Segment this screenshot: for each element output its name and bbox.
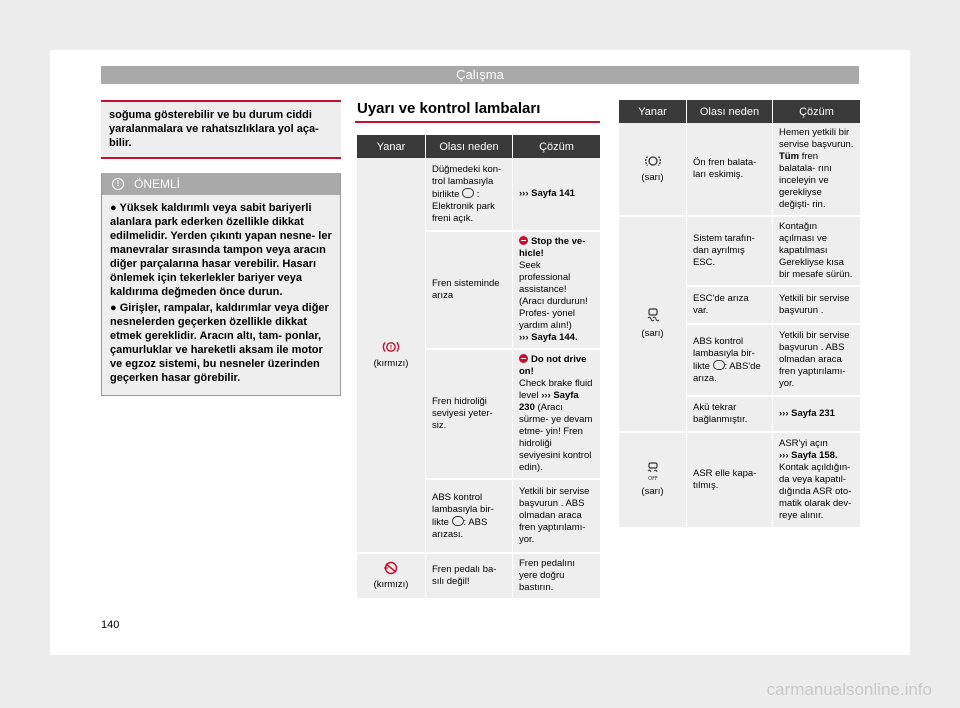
note-header [102, 173, 340, 195]
svg-text:!: ! [389, 344, 393, 352]
brake-pedal-icon [382, 561, 400, 575]
cause-cell: ASR elle kapa- tılmış. [687, 433, 773, 529]
solution-text: Check brake fluid level [519, 378, 593, 401]
middle-column [357, 100, 600, 600]
brake-lamp-cell [357, 158, 426, 554]
cause-cell: Fren sisteminde arıza [426, 232, 513, 350]
page-header: Çalışma [101, 66, 859, 84]
lamp-color-label: (sarı) [641, 486, 664, 497]
lamp-table-2 [619, 100, 860, 529]
alert-text: Do not drive on! [519, 354, 587, 377]
section-rule [355, 121, 600, 123]
lamp-color-label: (kırmızı) [373, 358, 409, 369]
right-column [619, 100, 860, 529]
cause-cell: ESC'de arıza var. [687, 287, 773, 325]
solution-text: (Aracı sürme- ye devam etme- yin! Fren hidroliği seviyesini kontrol edin). [519, 402, 593, 473]
solution-text: Hemen yetkili bir servise başvurun. [779, 127, 854, 150]
solution-cell [513, 232, 600, 350]
cause-text: : ABS arızası. [432, 516, 488, 540]
col-header-solution: Çözüm [773, 100, 860, 123]
solution-cell: Fren pedalını yere doğru bastırın. [513, 554, 600, 600]
cause-cell [426, 480, 513, 554]
cause-cell: Fren pedalı ba- sılı değil! [426, 554, 513, 600]
col-header-yanar: Yanar [619, 100, 687, 123]
section-title: Uyarı ve kontrol lambaları [357, 100, 541, 117]
solution-cell [513, 350, 600, 480]
cause-text: Düğmedeki kon- trol lambasıyla birlikte [432, 163, 502, 200]
solution-cell: Yetkili bir servise başvurun . ABS olmadan araca fren yaptırılamı- yor. [513, 480, 600, 554]
solution-text: Seek professional assistance! (Aracı durdurun! Profes- yonel yardım alın!) [519, 260, 588, 331]
note-body [102, 195, 340, 395]
note-paragraph: ● Yüksek kaldırımlı veya sabit bariyerli alanlara park ederken özellikle dikkat edilmelidir. Yerden çıkıntı yapan nesne- ler manevralar sırasında tampon veya aracın diğer parçalarına hasar verebilir. Hasarı önlemek için tekerlekler bariyer veya kaldırıma değmeden önce durun. [110, 202, 332, 298]
cause-text: : Elektronik park freni açık. [432, 188, 495, 224]
esc-lamp-cell [619, 217, 687, 433]
page-number: 140 [101, 619, 120, 631]
solution-cell [513, 158, 600, 232]
page-ref: ››› Sayfa 158. [779, 450, 838, 461]
page-ref: ››› Sayfa 231 [779, 408, 835, 419]
col-header-yanar: Yanar [357, 135, 426, 158]
stop-icon [519, 236, 528, 245]
cause-cell [426, 158, 513, 232]
note-title: ÖNEMLİ [134, 177, 181, 191]
alert-text: Stop the ve- hicle! [519, 236, 586, 259]
solution-cell: Yetkili bir servise başvurun . [773, 287, 860, 325]
cause-cell: Ön fren balata- ları eskimiş. [687, 123, 773, 217]
page-ref: ››› Sayfa 144. [519, 332, 578, 343]
warning-continuation: soğuma gösterebilir ve bu durum ciddi yaralanmalara ve rahatsızlıklara yol aça- bilir. [101, 100, 341, 159]
solution-cell: Yetkili bir servise başvurun . ABS olmadan araca fren yaptırılamı- yor. [773, 325, 860, 397]
asr-lamp-cell [619, 433, 687, 529]
solution-cell [773, 397, 860, 433]
cause-cell: Sistem tarafın- dan ayrılmış ESC. [687, 217, 773, 287]
solution-text: fren balatala- rını inceleyin ve gerekliyse değişti- rin. [779, 151, 832, 210]
cause-cell: Fren hidroliği seviyesi yeter- siz. [426, 350, 513, 480]
asr-off-icon [645, 462, 661, 482]
solution-cell [773, 123, 860, 217]
cause-cell: Akü tekrar bağlanmıştır. [687, 397, 773, 433]
left-column [101, 100, 341, 396]
solution-cell [773, 433, 860, 529]
stop-icon [519, 354, 528, 363]
col-header-solution: Çözüm [513, 135, 600, 158]
watermark: carmanualsonline.info [766, 680, 932, 699]
svg-text:OFF: OFF [647, 476, 658, 482]
note-paragraph: ● Girişler, rampalar, kaldırımlar veya diğer nesnelerden geçerken özellikle dikkat etmek gereklidir. Aracın altı, tam- ponlar, çamurluklar ve hareketli aksam ile motor ve egzoz sistemi, bu nesneler üzerinden geçerken hasar görebilir. [110, 302, 329, 384]
col-header-cause: Olası neden [426, 135, 513, 158]
info-circle-icon: ! [112, 178, 124, 190]
brake-warning-icon [382, 340, 400, 354]
page-ref: ››› Sayfa 141 [519, 188, 575, 199]
important-note [101, 173, 341, 396]
solution-text: ASR'yi açın [779, 438, 828, 449]
abs-icon [713, 360, 725, 370]
brake-pad-lamp-cell [619, 123, 687, 217]
pedal-lamp-cell [357, 554, 426, 600]
cause-text: ABS kontrol lambasıyla bir- likte [693, 335, 755, 372]
col-header-cause: Olası neden [687, 100, 773, 123]
solution-emphasis: Tüm [779, 151, 800, 162]
brake-pad-wear-icon [644, 154, 662, 168]
cause-text: ABS kontrol lambasıyla bir- likte [432, 491, 494, 528]
solution-text: Kontak açıldığın- da veya kapatıl- dığında ASR oto- matik olarak dev- reye alınır. [779, 462, 852, 521]
park-brake-icon [462, 188, 474, 198]
cause-cell [687, 325, 773, 397]
lamp-table-1 [357, 135, 600, 600]
esc-skid-icon [645, 308, 661, 324]
lamp-color-label: (sarı) [641, 328, 664, 339]
lamp-color-label: (kırmızı) [373, 579, 409, 590]
abs-icon [452, 516, 464, 526]
page-ref: ››› Sayfa 230 [519, 390, 579, 413]
solution-cell: Kontağın açılması ve kapatılması Gerekliyse kısa bir mesafe sürün. [773, 217, 860, 287]
cause-text: : ABS'de arıza. [693, 360, 761, 384]
lamp-color-label: (sarı) [641, 172, 664, 183]
